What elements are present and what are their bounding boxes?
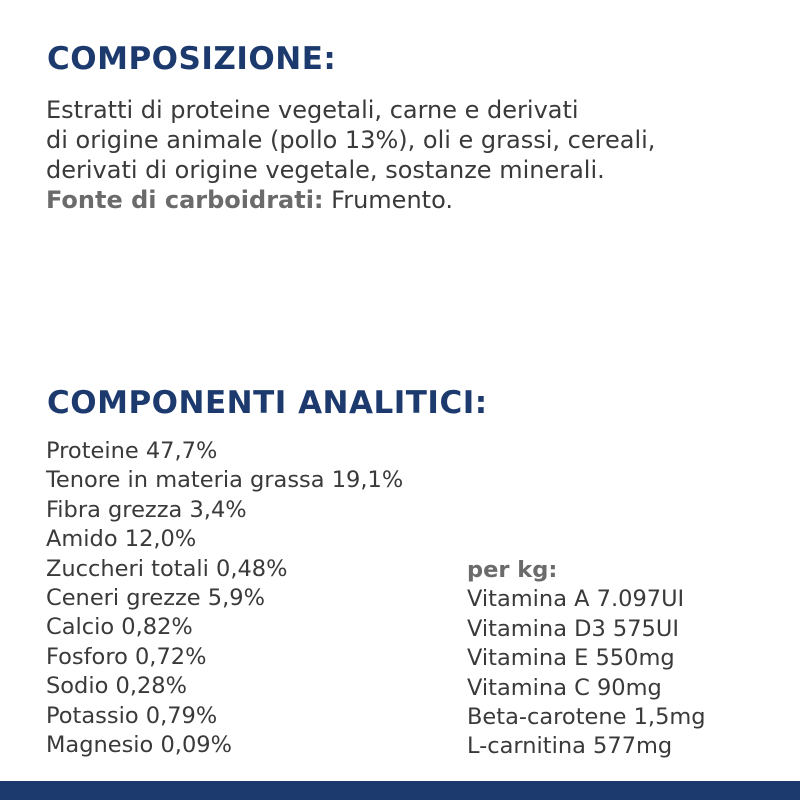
composition-line: di origine animale (pollo 13%), oli e grassi, cereali, [46,126,656,154]
vitamin-item: Vitamina C 90mg [467,674,662,701]
vitamin-item: Beta-carotene 1,5mg [467,704,706,731]
analytics-heading: COMPONENTI ANALITICI: [47,385,488,421]
vitamin-item: Vitamina E 550mg [467,645,675,672]
vitamin-item: L-carnitina 577mg [467,733,673,760]
analytics-item: Tenore in materia grassa 19,1% [46,467,404,494]
vitamins-list [467,585,706,761]
analytics-item: Proteine 47,7% [46,438,218,464]
analytics-item: Magnesio 0,09% [46,732,232,759]
analytics-item: Zuccheri totali 0,48% [46,555,288,582]
vitamin-item: Vitamina D3 575UI [467,615,679,642]
composition-heading: COMPOSIZIONE: [47,41,337,77]
analytics-item: Fosforo 0,72% [46,643,207,670]
analytics-item: Amido 12,0% [46,526,197,553]
analytics-list [46,437,403,760]
analytics-item: Fibra grezza 3,4% [46,496,247,523]
carbohydrate-label: Fonte di carboidrati: [46,186,324,214]
analytics-item: Ceneri grezze 5,9% [46,585,265,612]
composition-line: derivati di origine vegetale, sostanze minerali. [46,156,605,184]
analytics-item: Sodio 0,28% [46,673,187,700]
vitamins-block [467,556,706,762]
vitamin-item: Vitamina A 7.097UI [467,586,685,613]
bottom-bar [0,781,800,800]
carbohydrate-source [46,185,766,215]
analytics-item: Potassio 0,79% [46,702,218,729]
per-kg-label: per kg: [467,557,558,583]
analytics-item: Calcio 0,82% [46,614,193,641]
composition-line: Estratti di proteine vegetali, carne e derivati [46,96,579,124]
carbohydrate-value: Frumento. [323,186,453,214]
composition-text [46,95,766,215]
